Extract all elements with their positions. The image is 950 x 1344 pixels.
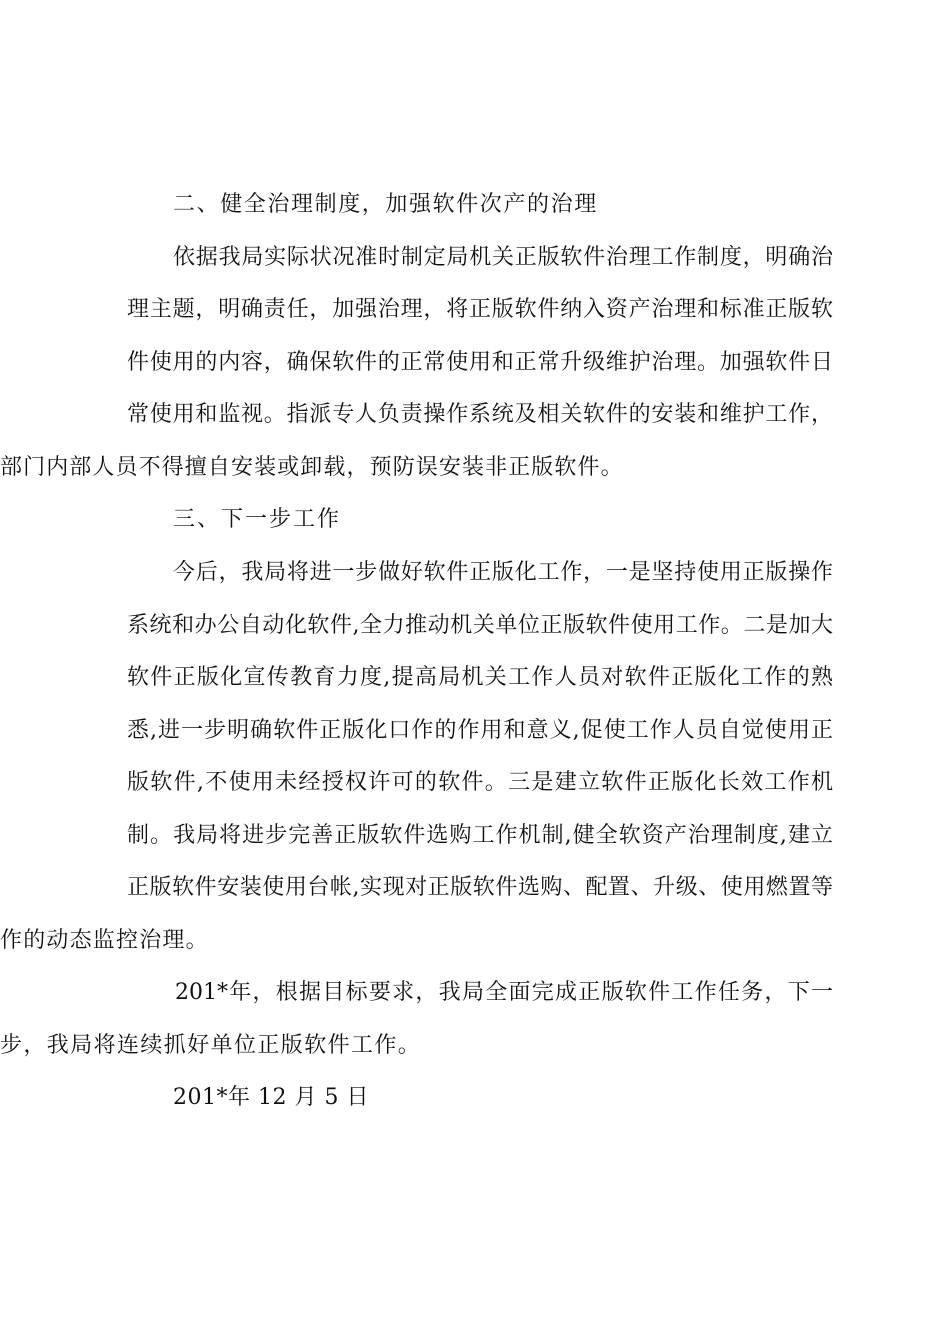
- section-2-paragraph-line: 依据我局实际状况准时制定局机关正版软件治理工作制度，明确治: [173, 245, 833, 270]
- section-2-paragraph-line: 部门内部人员不得擅自安装或卸载，预防误安装非正版软件。: [0, 455, 624, 480]
- section-2-paragraph-line: 理主题，明确责任，加强治理，将正版软件纳入资产治理和标准正版软: [127, 297, 833, 322]
- section-3-paragraph-line: 版软件,不使用未经授权许可的软件。三是建立软件正版化长效工作机: [127, 770, 833, 795]
- section-3-paragraph-line: 软件正版化宣传教育力度,提高局机关工作人员对软件正版化工作的熟: [127, 665, 833, 690]
- section-2-paragraph-line: 件使用的内容，确保软件的正常使用和正常升级维护治理。加强软件日: [127, 350, 833, 375]
- closing-paragraph-line: 201*年，根据目标要求，我局全面完成正版软件工作任务，下一: [175, 980, 833, 1005]
- section-2-paragraph-line: 常使用和监视。指派专人负责操作系统及相关软件的安装和维护工作，: [127, 402, 833, 427]
- section-3-paragraph-line: 制。我局将进步完善正版软件选购工作机制,健全软资产治理制度,建立: [127, 823, 833, 848]
- section-3-paragraph-line: 作的动态监控治理。: [0, 928, 209, 953]
- document-date: 201*年 12 月 5 日: [173, 1085, 369, 1110]
- section-2-heading: 二、健全治理制度，加强软件次产的治理: [173, 192, 598, 217]
- section-3-paragraph-line: 系统和办公自动化软件,全力推动机关单位正版软件使用工作。二是加大: [127, 613, 833, 638]
- section-3-paragraph-line: 悉,进一步明确软件正版化口作的作用和意义,促使工作人员自觉使用正: [127, 718, 833, 743]
- section-3-paragraph-line: 正版软件安装使用台帐,实现对正版软件选购、配置、升级、使用燃置等: [127, 875, 833, 900]
- closing-paragraph-line: 步，我局将连续抓好单位正版软件工作。: [0, 1033, 422, 1058]
- section-3-heading: 三、下一步工作: [173, 507, 342, 532]
- section-3-paragraph-line: 今后，我局将进一步做好软件正版化工作，一是坚持使用正版操作: [173, 560, 833, 585]
